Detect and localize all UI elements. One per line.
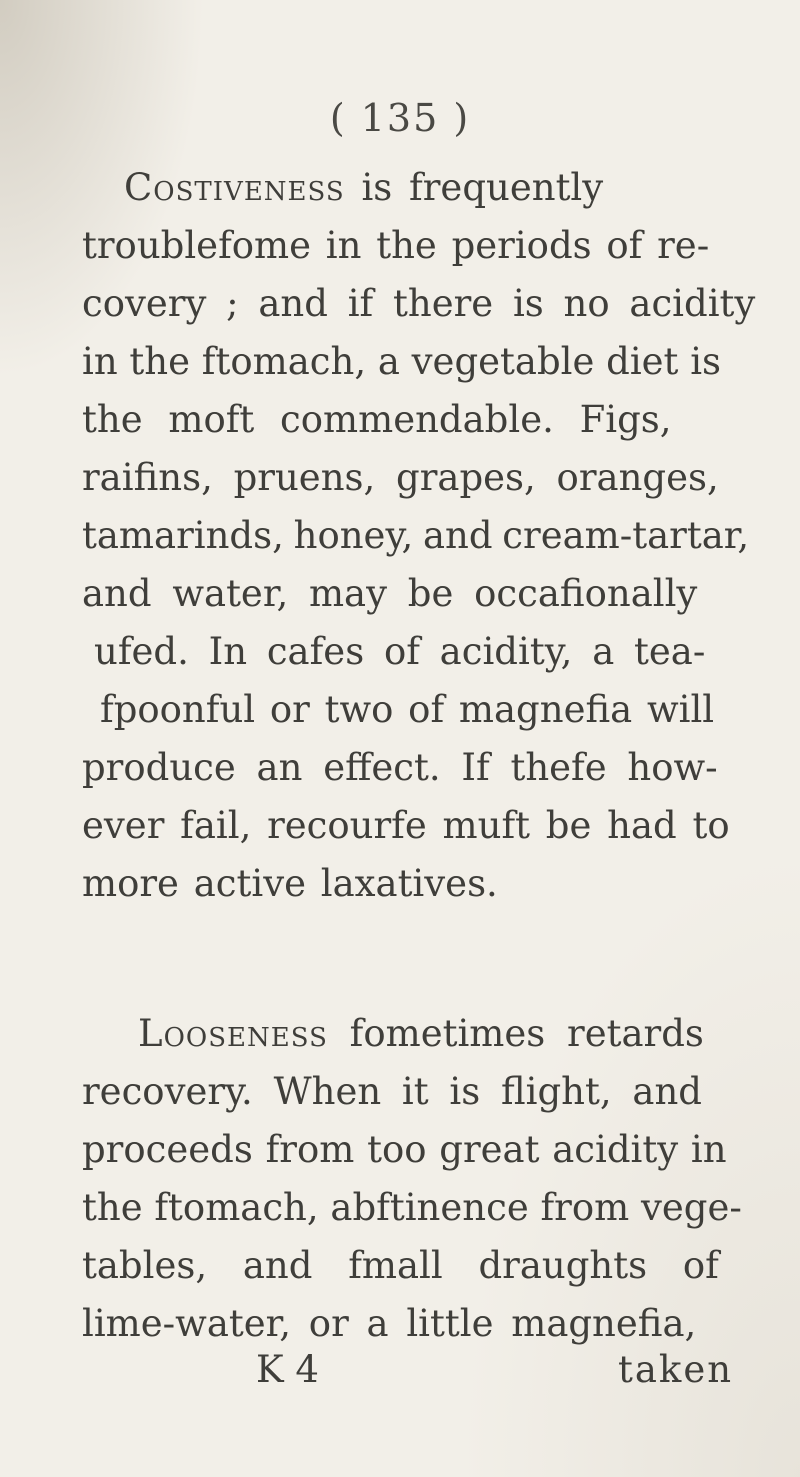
text-line: ufed. In cafes of acidity, a tea- [94, 630, 706, 673]
text-line: troublefome in the periods of re- [82, 224, 710, 267]
text-line: the ftomach, abftinence from vege- [82, 1186, 742, 1229]
signature-mark: K 4 [256, 1348, 319, 1391]
lead-word: Costiveness [124, 166, 345, 209]
text-line: produce an effect. If thefe how- [82, 746, 718, 789]
text-line: lime-water, or a little magnefia, [82, 1302, 697, 1345]
text-line: tamarinds, honey, and cream-tartar, [82, 514, 750, 557]
text-line: ever fail, recourfe muft be had to [82, 804, 730, 847]
text-line: proceeds from too great acidity in [82, 1128, 727, 1171]
lead-word: Looseness [138, 1012, 328, 1055]
text-line: covery ; and if there is no acidity [82, 282, 756, 325]
text-line: the moft commendable. Figs, [82, 398, 672, 441]
text-line [0, 164, 800, 212]
text-line: tables, and fmall draughts of [82, 1244, 719, 1287]
text-line [0, 1010, 800, 1058]
page-footer [0, 1346, 800, 1394]
line-text: fometimes retards [327, 1012, 704, 1055]
text-line: recovery. When it is flight, and [82, 1070, 702, 1113]
text-line: fpoonful or two of magnefia will [100, 688, 715, 731]
text-line: and water, may be occafionally [82, 572, 698, 615]
text-line: in the ftomach, a vegetable diet is [82, 340, 722, 383]
text-line: more active laxatives. [82, 862, 498, 905]
page-number [0, 96, 800, 140]
line-text: is frequently [344, 166, 604, 209]
text-line: raifins, pruens, grapes, oranges, [82, 456, 719, 499]
catchword: taken [618, 1348, 734, 1391]
page-number-text: ( 135 ) [329, 96, 471, 140]
